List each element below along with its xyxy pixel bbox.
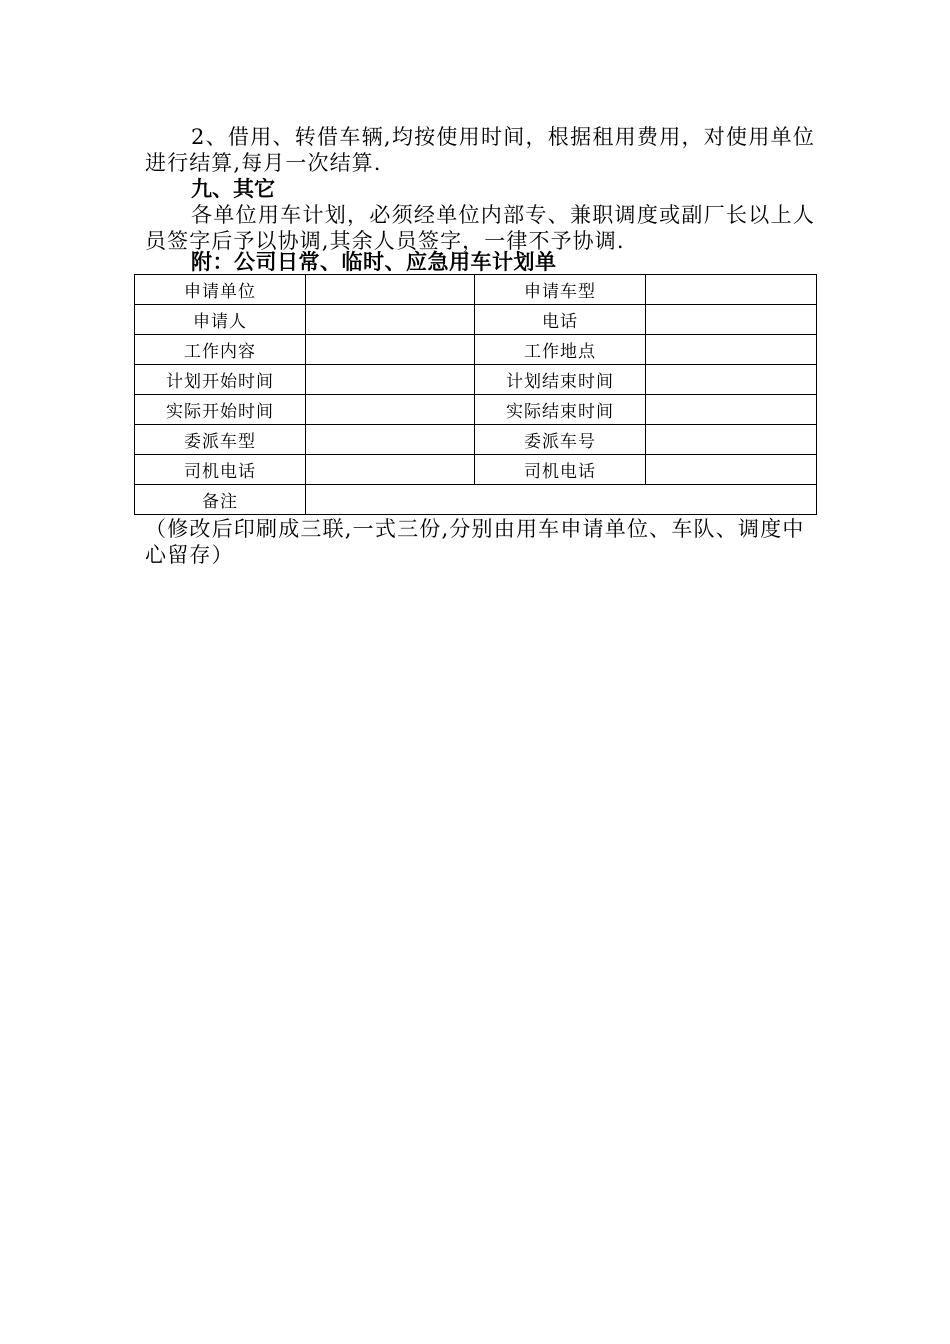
form-value [646,455,817,485]
form-label: 工作地点 [475,335,646,365]
form-value [306,455,475,485]
form-row [135,455,817,485]
remarks-value [306,485,817,515]
form-label: 申请单位 [135,275,306,305]
form-label: 工作内容 [135,335,306,365]
form-value [306,275,475,305]
print-copies-note: （修改后印刷成三联,一式三份,分别由用车申请单位、车队、调度中心留存） [145,517,805,567]
form-label: 申请人 [135,305,306,335]
form-value [646,365,817,395]
form-value [306,395,475,425]
form-value [306,365,475,395]
vehicle-request-form [134,274,817,515]
appendix-heading: 附：公司日常、临时、应急用车计划单 [191,249,557,274]
form-label: 司机电话 [135,455,306,485]
form-label: 司机电话 [475,455,646,485]
form-label: 计划开始时间 [135,365,306,395]
form-label: 实际开始时间 [135,395,306,425]
remarks-label: 备注 [135,485,306,515]
form-value [646,395,817,425]
form-value [306,335,475,365]
form-label: 委派车型 [135,425,306,455]
form-value [306,425,475,455]
form-label: 委派车号 [475,425,646,455]
form-row [135,275,817,305]
paragraph-vehicle-plan-signature: 各单位用车计划，必须经单位内部专、兼职调度或副厂长以上人员签字后予以协调,其余人员签字，一律不予协调. [145,203,815,253]
form-row [135,305,817,335]
paragraph-settlement: 2、借用、转借车辆,均按使用时间，根据租用费用，对使用单位进行结算,每月一次结算. [145,125,815,175]
form-value [646,275,817,305]
form-row [135,425,817,455]
form-value [646,425,817,455]
form-label: 计划结束时间 [475,365,646,395]
section-heading-other: 九、其它 [191,176,275,201]
form-row [135,365,817,395]
form-row-remarks [135,485,817,515]
form-label: 电话 [475,305,646,335]
form-row [135,395,817,425]
form-value [646,305,817,335]
form-value [306,305,475,335]
form-label: 申请车型 [475,275,646,305]
form-label: 实际结束时间 [475,395,646,425]
form-row [135,335,817,365]
form-value [646,335,817,365]
